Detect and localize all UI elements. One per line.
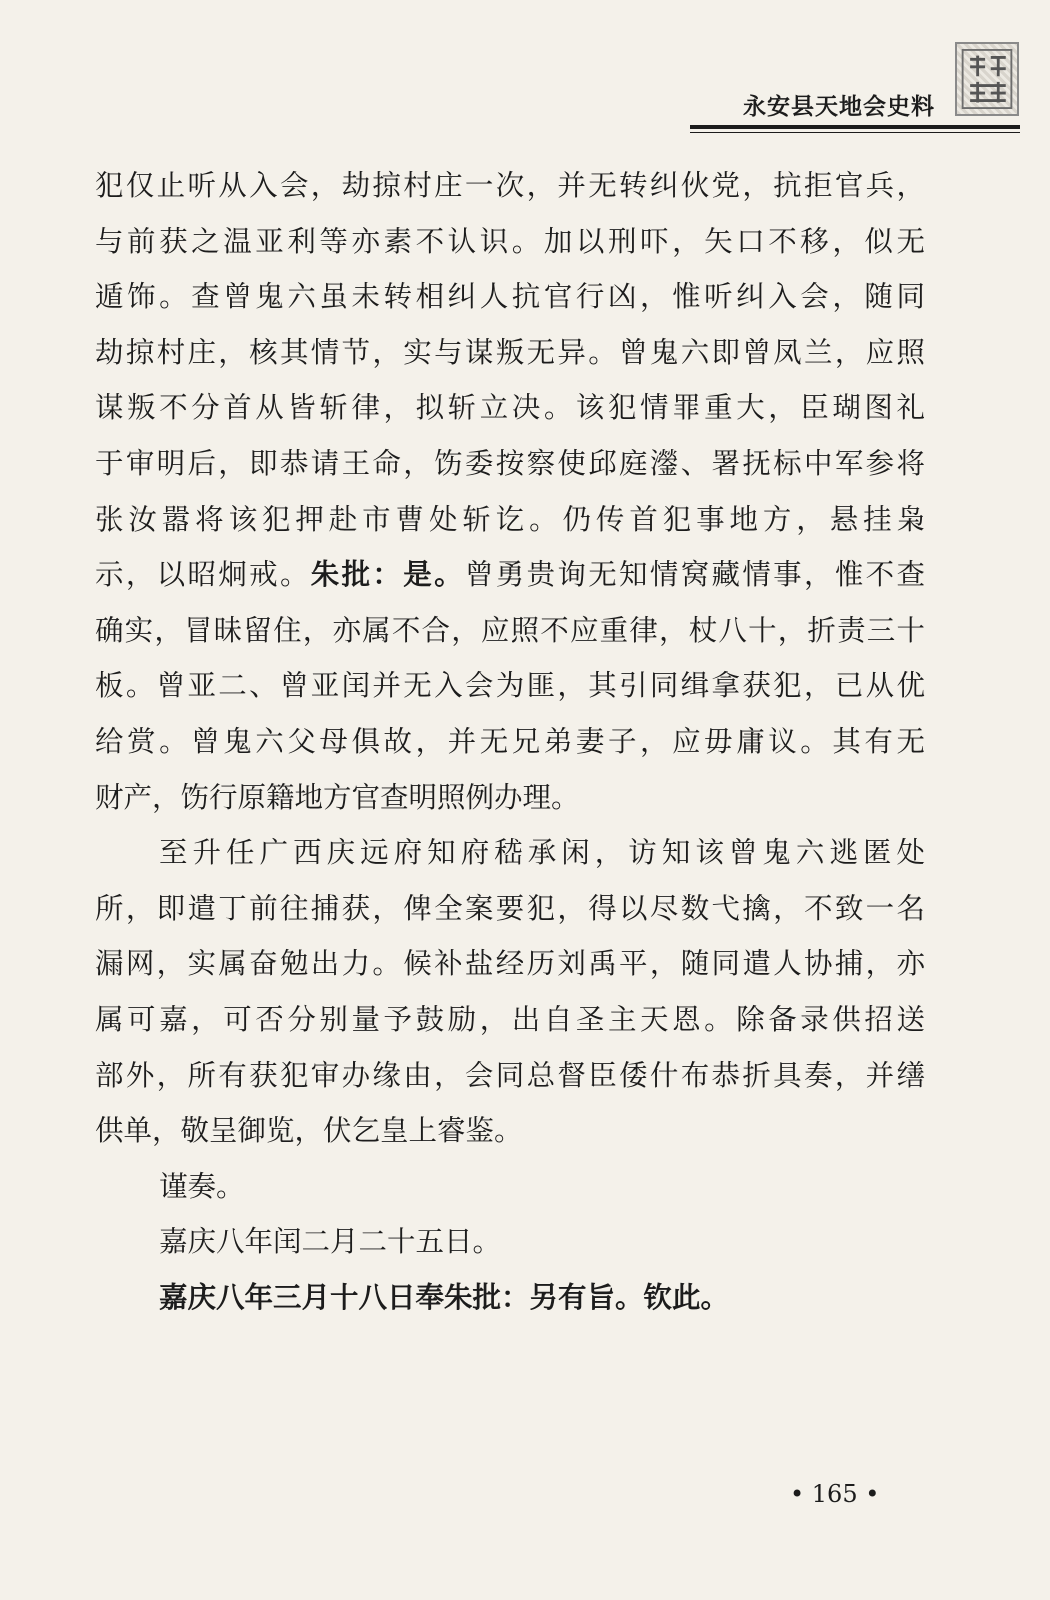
text-line: 给赏。曾鬼六父母俱故，并无兄弟妻子，应毋庸议。其有无 — [95, 724, 925, 758]
text-line: 劫掠村庄，核其情节，实与谋叛无异。曾鬼六即曾凤兰，应照 — [95, 335, 925, 369]
text-line: 张汝嚣将该犯押赴市曹处斩讫。仍传首犯事地方，悬挂枭 — [95, 502, 925, 536]
date-line: 嘉庆八年闰二月二十五日。 — [159, 1225, 502, 1259]
text-line: 供单，敬呈御览，伏乞皇上睿鉴。 — [95, 1114, 523, 1148]
text-line: 于审明后，即恭请王命，饬委按察使邱庭灐、署抚标中军参将 — [95, 446, 925, 480]
text-line: 至升任广西庆远府知府嵇承闲，访知该曾鬼六逃匿处 — [159, 836, 925, 870]
body-text — [95, 158, 925, 1325]
text-line: 遁饰。查曾鬼六虽未转相纠人抗官行凶，惟听纠入会，随同 — [95, 280, 925, 314]
text-line: 财产，饬行原籍地方官查明照例办理。 — [95, 780, 580, 814]
text-line: 确实，冒昧留住，亦属不合，应照不应重律，杖八十，折责三十 — [95, 613, 925, 647]
text-line — [95, 547, 925, 603]
text-line: 谋叛不分首从皆斩律，拟斩立决。该犯情罪重大，臣瑚图礼 — [95, 391, 925, 425]
text-line: 属可嘉，可否分别量予鼓励，出自圣主天恩。除备录供招送 — [95, 1002, 925, 1036]
text-line: 谨奏。 — [159, 1169, 245, 1203]
text-line: 部外，所有获犯审办缘由，会同总督臣倭什布恭折具奏，并缮 — [95, 1058, 925, 1092]
running-head: 永安县天地会史料 — [743, 94, 935, 120]
text-line: 犯仅止听从入会，劫掠村庄一次，并无转纠伙党，抗拒官兵， — [95, 169, 925, 202]
page-number: • 165 • — [790, 1480, 880, 1508]
seal-stamp — [955, 42, 1019, 116]
text-line: 漏网，实属奋勉出力。候补盐经历刘禹平，随同遣人协捕，亦 — [95, 947, 925, 981]
seal-glyph-icon — [957, 44, 1017, 114]
text-line: 板。曾亚二、曾亚闰并无入会为匪，其引同缉拿获犯，已从优 — [95, 669, 925, 703]
header-rule-thick — [690, 125, 1020, 129]
header-rule-thin — [690, 132, 1020, 133]
imperial-rescript: 朱批：是。 — [310, 558, 465, 592]
text-span: 曾勇贵询无知情窝藏情事，惟不查 — [464, 558, 925, 592]
text-line: 所，即遣丁前往捕获，俾全案要犯，得以尽数弋擒，不致一名 — [95, 891, 925, 925]
text-line: 与前获之温亚利等亦素不认识。加以刑吓，矢口不移，似无 — [95, 224, 925, 258]
rescript-line: 嘉庆八年三月十八日奉朱批：另有旨。钦此。 — [159, 1280, 730, 1314]
text-span: 示，以昭炯戒。 — [95, 558, 311, 592]
